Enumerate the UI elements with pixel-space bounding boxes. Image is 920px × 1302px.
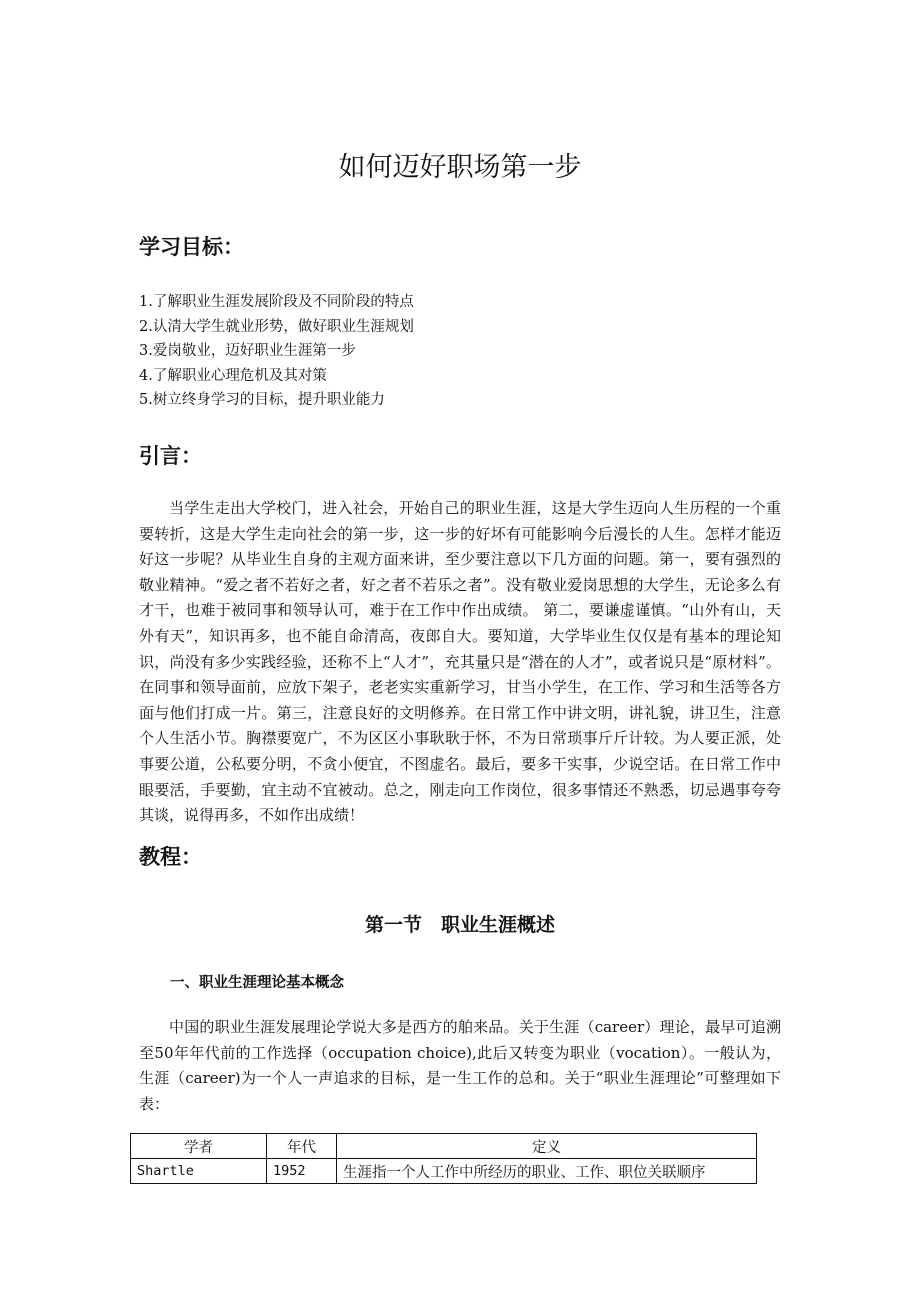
page-title: 如何迈好职场第一步 xyxy=(338,152,582,183)
cell-scholar: Shartle xyxy=(131,1159,267,1184)
header-definition: 定义 xyxy=(337,1134,757,1159)
objective-item: 5.树立终身学习的目标，提升职业能力 xyxy=(139,392,385,408)
section-title: 第一节 职业生涯概述 xyxy=(364,914,555,936)
objective-item: 4.了解职业心理危机及其对策 xyxy=(139,367,327,384)
subsection-title: 一、职业生涯理论基本概念 xyxy=(170,975,344,991)
cell-definition: 生涯指一个人工作中所经历的职业、工作、职位关联顺序 xyxy=(337,1159,757,1184)
introduction-heading: 引言： xyxy=(139,444,202,468)
table-row xyxy=(131,1159,757,1184)
header-year: 年代 xyxy=(267,1134,337,1159)
objectives-heading: 学习目标： xyxy=(139,235,244,259)
objective-item: 1.了解职业生涯发展阶段及不同阶段的特点 xyxy=(139,294,414,310)
tutorial-paragraph: 中国的职业生涯发展理论学说大多是西方的舶来品。关于生涯（career）理论，最早可追溯至50年年代前的工作选择（occupation choice),此后又转变为职业（vocation）。一般认为，生涯（career)为一个人一声追求的目标，是一生工作的总和。关于“职业生涯理论”可整理如下表： xyxy=(139,1018,781,1113)
tutorial-heading: 教程： xyxy=(139,845,202,869)
objective-item: 2.认清大学生就业形势，做好职业生涯规划 xyxy=(139,318,414,335)
career-theory-table xyxy=(130,1133,757,1184)
objectives-list xyxy=(139,290,414,413)
table-header-row xyxy=(131,1134,757,1159)
objective-item: 3.爱岗敬业，迈好职业生涯第一步 xyxy=(139,343,356,359)
introduction-paragraph: 当学生走出大学校门，进入社会，开始自己的职业生涯，这是大学生迈向人生历程的一个重要转折，这是大学生走向社会的第一步，这一步的好坏有可能影响今后漫长的人生。怎样才能迈好这一步呢？从毕业生自身的主观方面来讲，至少要注意以下几方面的问题。第一，要有强烈的敬业精神。“爱之者不若好之者，好之者不若乐之者”。没有敬业爱岗思想的大学生，无论多么有才干，也难于被同事和领导认可，难于在工作中作出成绩。 第二，要谦虚谨慎。“山外有山，天外有天”，知识再多，也不能自命清高，夜郎自大。要知道，大学毕业生仅仅是有基本的理论知识，尚没有多少实践经验，还称不上“人才”，充其量只是“潜在的人才”，或者说只是“原材料”。在同事和领导面前，应放下架子，老老实实重新学习，甘当小学生，在工作、学习和生活等各方面与他们打成一片。第三，注意良好的文明修养。在日常工作中讲文明，讲礼貌，讲卫生，注意个人生活小节。胸襟要宽广，不为区区小事耿耿于怀，不为日常琐事斤斤计较。为人要正派，处事要公道，公私要分明，不贪小便宜，不图虚名。最后，要多干实事，少说空话。在日常工作中眼要活，手要勤，宜主动不宜被动。总之，刚走向工作岗位，很多事情还不熟悉，切忌遇事夸夸其谈，说得再多，不如作出成绩！ xyxy=(139,499,781,825)
cell-year: 1952 xyxy=(267,1159,337,1184)
header-scholar: 学者 xyxy=(131,1134,267,1159)
